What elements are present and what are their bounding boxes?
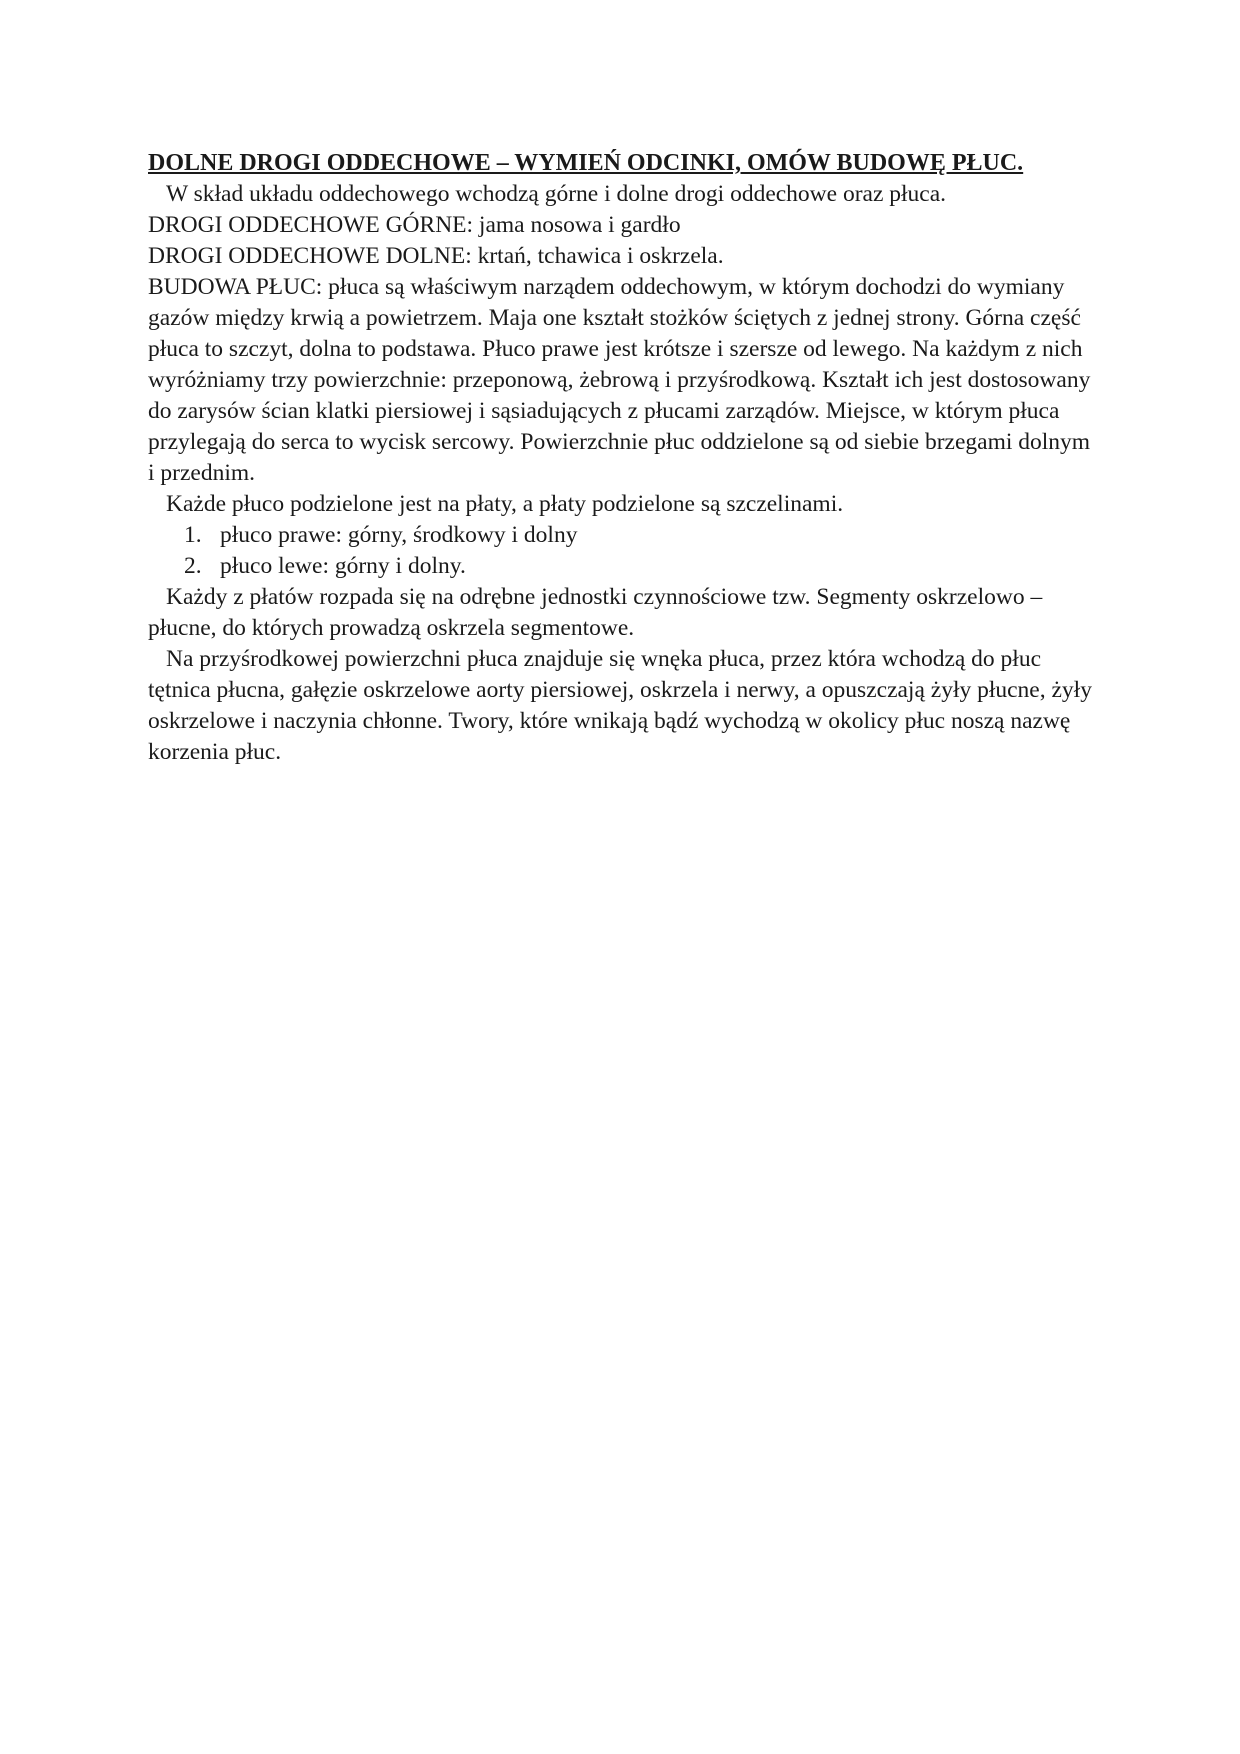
hilum-paragraph: Na przyśrodkowej powierzchni płuca znajduje się wnęka płuca, przez która wchodzą do płuc tętnica płucna, gałęzie oskrzelowe aorty piersiowej, oskrzela i nerwy, a opuszczają żyły płucne, żyły oskrzelowe i naczynia chłonne. Twory, które wnikają bądź wychodzą w okolicy płuc noszą nazwę korzenia płuc. [148, 646, 1092, 765]
lung-structure-paragraph: BUDOWA PŁUC: płuca są właściwym narządem oddechowym, w którym dochodzi do wymiany gazów między krwią a powietrzem. Maja one kształt stożków ściętych z jednej strony. Górna część płuca to szczyt, dolna to podstawa. Płuco prawe jest krótsze i szersze od lewego. Na każdym z nich wyróżniamy trzy powierzchnie: przeponową, żebrową i przyśrodkową. Kształt ich jest dostosowany do zarysów ścian klatki piersiowej i sąsiadujących z płucami zarządów. Miejsce, w którym płuca przylegają do serca to wycisk sercowy. Powierzchnie płuc oddzielone są od siebie brzegami dolnym i przednim. [148, 274, 1091, 486]
lobes-intro-paragraph: Każde płuco podzielone jest na płaty, a płaty podzielone są szczelinami. [166, 491, 844, 517]
segments-paragraph: Każdy z płatów rozpada się na odrębne jednostki czynnościowe tzw. Segmenty oskrzelowo – płucne, do których prowadzą oskrzela segmentowe. [148, 584, 1043, 641]
document-title: DOLNE DROGI ODDECHOWE – WYMIEŃ ODCINKI, OMÓW BUDOWĘ PŁUC. [148, 150, 1024, 176]
upper-airways-line: DROGI ODDECHOWE GÓRNE: jama nosowa i gardło [148, 212, 681, 238]
list-item-number: 1. [184, 522, 202, 548]
list-item-number: 2. [184, 553, 202, 579]
document-page [148, 148, 1093, 768]
lobes-list [148, 520, 1093, 582]
list-item-text: płuco lewe: górny i dolny. [220, 553, 466, 579]
list-item-text: płuco prawe: górny, środkowy i dolny [220, 522, 578, 548]
intro-paragraph: W skład układu oddechowego wchodzą górne i dolne drogi oddechowe oraz płuca. [166, 181, 947, 207]
lower-airways-line: DROGI ODDECHOWE DOLNE: krtań, tchawica i oskrzela. [148, 243, 724, 269]
list-item [148, 551, 1093, 582]
list-item [148, 520, 1093, 551]
